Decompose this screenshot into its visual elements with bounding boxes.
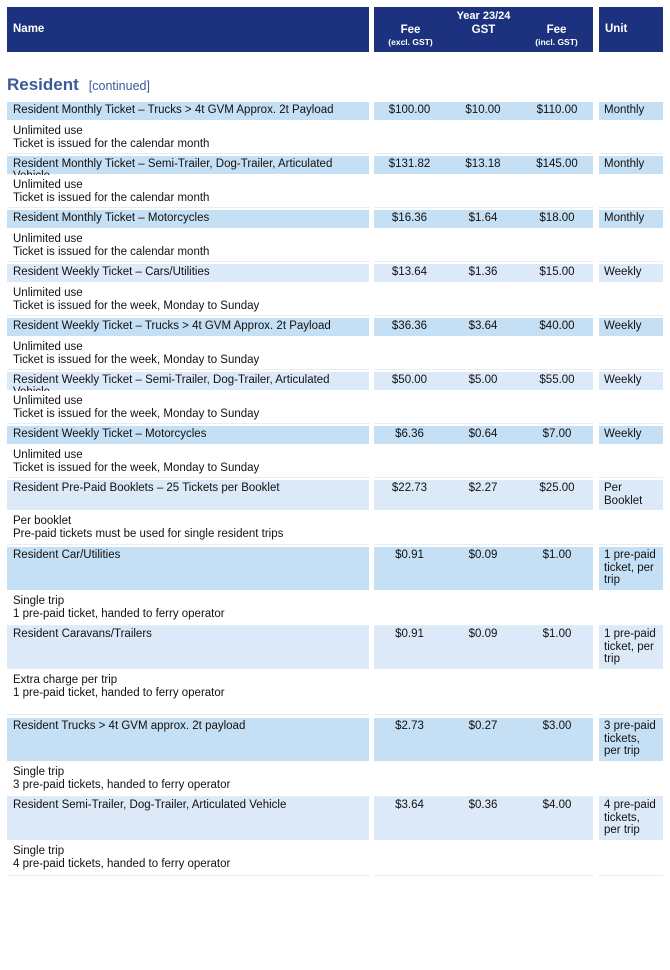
fee-excl-gst: $22.73: [391, 482, 428, 494]
header-fee-excl: [374, 24, 447, 48]
fee-incl-gst: $18.00: [539, 212, 575, 224]
header-unit-label: Unit: [605, 23, 628, 35]
fee-unit: 1 pre-paid ticket, per trip: [599, 547, 663, 590]
fee-excl-gst: $6.36: [395, 428, 424, 440]
fee-row: [0, 626, 670, 669]
header-fee-incl-title: Fee: [546, 24, 567, 36]
fee-unit: Per Booklet: [599, 480, 663, 510]
fee-row: [0, 797, 670, 840]
description-unit-bg: [599, 229, 663, 262]
fee-description-line2: Ticket is issued for the week, Monday to Sunday: [13, 299, 260, 312]
fee-description-row: [0, 337, 670, 370]
description-unit-bg: [599, 175, 663, 208]
description-unit-bg: [599, 762, 663, 797]
fee-description-line1: Unlimited use: [13, 287, 83, 299]
fee-name: Resident Weekly Ticket – Trucks > 4t GVM Approx. 2t Payload: [7, 318, 369, 336]
fee-unit: Weekly: [599, 372, 663, 390]
description-fee-bg: [374, 511, 593, 545]
fee-row: [0, 426, 670, 444]
description-unit-bg: [599, 841, 663, 876]
fee-description: [7, 445, 369, 478]
fee-description-line1: Single trip: [13, 595, 65, 607]
fee-excl-gst: $36.36: [391, 320, 428, 332]
header-fee-incl: [520, 24, 593, 48]
fee-unit: 1 pre-paid ticket, per trip: [599, 626, 663, 669]
fee-row: [0, 156, 670, 174]
fee-description-line2: 3 pre-paid tickets, handed to ferry operator: [13, 778, 231, 791]
fee-description-row: [0, 283, 670, 316]
fee-row: [0, 718, 670, 761]
description-fee-bg: [374, 121, 593, 154]
fee-row: [0, 480, 670, 510]
fee-description-line1: Unlimited use: [13, 395, 83, 407]
fee-description-line1: Single trip: [13, 845, 65, 857]
fee-incl-gst: $55.00: [539, 374, 575, 386]
section-continued: [continued]: [88, 79, 150, 93]
fee-unit: Monthly: [599, 210, 663, 228]
description-unit-bg: [599, 391, 663, 424]
fee-unit: 4 pre-paid tickets, per trip: [599, 797, 663, 840]
fee-name: Resident Trucks > 4t GVM approx. 2t payload: [7, 718, 369, 761]
gst-amount: $1.36: [468, 266, 498, 278]
fee-incl-gst: $1.00: [542, 549, 572, 561]
fee-excl-gst: $16.36: [391, 212, 428, 224]
fee-excl-gst: $100.00: [388, 104, 431, 116]
fee-row: [0, 318, 670, 336]
fee-description-row: [0, 841, 670, 876]
fee-description-line2: Ticket is issued for the calendar month: [13, 245, 210, 258]
fee-description-line2: 4 pre-paid tickets, handed to ferry operator: [13, 857, 231, 870]
fee-description-line2: Ticket is issued for the week, Monday to Sunday: [13, 461, 260, 474]
fee-name: Resident Caravans/Trailers: [7, 626, 369, 669]
fee-description-line2: Ticket is issued for the week, Monday to Sunday: [13, 353, 260, 366]
description-fee-bg: [374, 175, 593, 208]
description-fee-bg: [374, 841, 593, 876]
header-fee-incl-sub: (incl. GST): [535, 37, 578, 47]
fee-description-line1: Unlimited use: [13, 233, 83, 245]
fee-description-line1: Unlimited use: [13, 179, 83, 191]
fee-incl-gst: $25.00: [539, 482, 575, 494]
fee-name: Resident Semi-Trailer, Dog-Trailer, Articulated Vehicle: [7, 797, 369, 840]
fee-description-row: [0, 511, 670, 545]
fee-description: [7, 175, 369, 208]
fee-excl-gst: $2.73: [395, 720, 424, 732]
fee-row: [0, 372, 670, 390]
description-fee-bg: [374, 762, 593, 797]
fee-row: [0, 102, 670, 120]
fee-excl-gst: $13.64: [391, 266, 428, 278]
description-fee-bg: [374, 229, 593, 262]
fee-name: Resident Weekly Ticket – Motorcycles: [7, 426, 369, 444]
fee-incl-gst: $15.00: [539, 266, 575, 278]
fee-name: Resident Monthly Ticket – Motorcycles: [7, 210, 369, 228]
fee-row: [0, 547, 670, 590]
fee-unit: Monthly: [599, 102, 663, 120]
fee-excl-gst: $50.00: [391, 374, 428, 386]
fee-description-row: [0, 670, 670, 715]
section-title: Resident: [7, 75, 79, 94]
fee-description-row: [0, 591, 670, 626]
gst-amount: $0.64: [468, 428, 498, 440]
fee-name: Resident Weekly Ticket – Semi-Trailer, Dog-Trailer, Articulated: [7, 372, 369, 390]
gst-amount: $0.09: [468, 628, 498, 640]
gst-amount: $1.64: [468, 212, 498, 224]
fee-description-line1: Per booklet: [13, 515, 72, 527]
description-unit-bg: [599, 591, 663, 626]
fee-incl-gst: $110.00: [536, 104, 578, 116]
gst-amount: $10.00: [465, 104, 501, 116]
description-unit-bg: [599, 121, 663, 154]
fee-unit: Weekly: [599, 264, 663, 282]
description-fee-bg: [374, 283, 593, 316]
description-unit-bg: [599, 670, 663, 715]
description-unit-bg: [599, 283, 663, 316]
fee-name: Resident Weekly Ticket – Cars/Utilities: [7, 264, 369, 282]
fee-description: [7, 670, 369, 715]
gst-amount: $13.18: [465, 158, 501, 170]
gst-amount: $5.00: [468, 374, 498, 386]
fee-description: [7, 762, 369, 797]
description-fee-bg: [374, 391, 593, 424]
fee-name: Resident Pre-Paid Booklets – 25 Tickets per Booklet: [7, 480, 369, 510]
description-unit-bg: [599, 445, 663, 478]
fee-name: Resident Monthly Ticket – Semi-Trailer, Dog-Trailer, Articulated: [7, 156, 369, 174]
fee-incl-gst: $3.00: [542, 720, 572, 732]
fee-description: [7, 841, 369, 876]
fee-incl-gst: $1.00: [542, 628, 572, 640]
header-gst: [447, 24, 520, 37]
fee-description: [7, 511, 369, 545]
gst-amount: $0.09: [468, 549, 498, 561]
fee-excl-gst: $0.91: [395, 628, 424, 640]
fee-description-row: [0, 175, 670, 208]
header-name-column: [7, 7, 369, 52]
fee-excl-gst: $0.91: [395, 549, 424, 561]
fee-incl-gst: $145.00: [536, 158, 578, 170]
fee-incl-gst: $40.00: [539, 320, 575, 332]
fee-row: [0, 264, 670, 282]
fee-description-row: [0, 229, 670, 262]
fee-unit: Monthly: [599, 156, 663, 174]
fee-description-line1: Unlimited use: [13, 449, 83, 461]
gst-amount: $0.27: [468, 720, 498, 732]
description-unit-bg: [599, 511, 663, 545]
description-fee-bg: [374, 670, 593, 715]
fee-description-line2: Ticket is issued for the calendar month: [13, 137, 210, 150]
fee-description: [7, 283, 369, 316]
fee-incl-gst: $4.00: [542, 799, 572, 811]
header-fee-excl-sub: (excl. GST): [388, 37, 433, 47]
fee-description: [7, 391, 369, 424]
fee-description-row: [0, 121, 670, 154]
gst-amount: $0.36: [468, 799, 498, 811]
gst-amount: $3.64: [468, 320, 498, 332]
description-fee-bg: [374, 591, 593, 626]
header-year-group: [374, 7, 593, 52]
description-fee-bg: [374, 337, 593, 370]
fee-name: Resident Car/Utilities: [7, 547, 369, 590]
fee-description-line1: Single trip: [13, 766, 65, 778]
gst-amount: $2.27: [468, 482, 498, 494]
header-gst-title: GST: [471, 24, 496, 36]
fee-description-row: [0, 391, 670, 424]
fee-description-line1: Unlimited use: [13, 341, 83, 353]
fee-description-row: [0, 445, 670, 478]
section-heading: [7, 75, 150, 95]
fee-description: [7, 591, 369, 626]
description-fee-bg: [374, 445, 593, 478]
fee-description: [7, 229, 369, 262]
fee-name: Resident Monthly Ticket – Trucks > 4t GVM Approx. 2t Payload: [7, 102, 369, 120]
fee-unit: 3 pre-paid tickets, per trip: [599, 718, 663, 761]
header-year-label: Year 23/24: [456, 10, 511, 22]
fee-description: [7, 337, 369, 370]
header-unit-column: [599, 7, 663, 52]
fee-description-line1: Unlimited use: [13, 125, 83, 137]
header-fee-excl-title: Fee: [400, 24, 421, 36]
fee-row: [0, 210, 670, 228]
fee-description-line1: Extra charge per trip: [13, 674, 118, 686]
fee-unit: Weekly: [599, 426, 663, 444]
fee-excl-gst: $131.82: [388, 158, 431, 170]
fee-description: [7, 121, 369, 154]
description-unit-bg: [599, 337, 663, 370]
header-name-label: Name: [13, 23, 45, 35]
fee-description-row: [0, 762, 670, 797]
fee-description-line2: 1 pre-paid ticket, handed to ferry operator: [13, 607, 225, 620]
fee-description-line2: Ticket is issued for the week, Monday to Sunday: [13, 407, 260, 420]
fee-description-line2: Ticket is issued for the calendar month: [13, 191, 210, 204]
fee-description-line2: 1 pre-paid ticket, handed to ferry operator: [13, 686, 225, 699]
fee-excl-gst: $3.64: [395, 799, 424, 811]
fee-description-line2: Pre-paid tickets must be used for single resident trips: [13, 527, 284, 540]
fee-unit: Weekly: [599, 318, 663, 336]
fee-incl-gst: $7.00: [542, 428, 572, 440]
